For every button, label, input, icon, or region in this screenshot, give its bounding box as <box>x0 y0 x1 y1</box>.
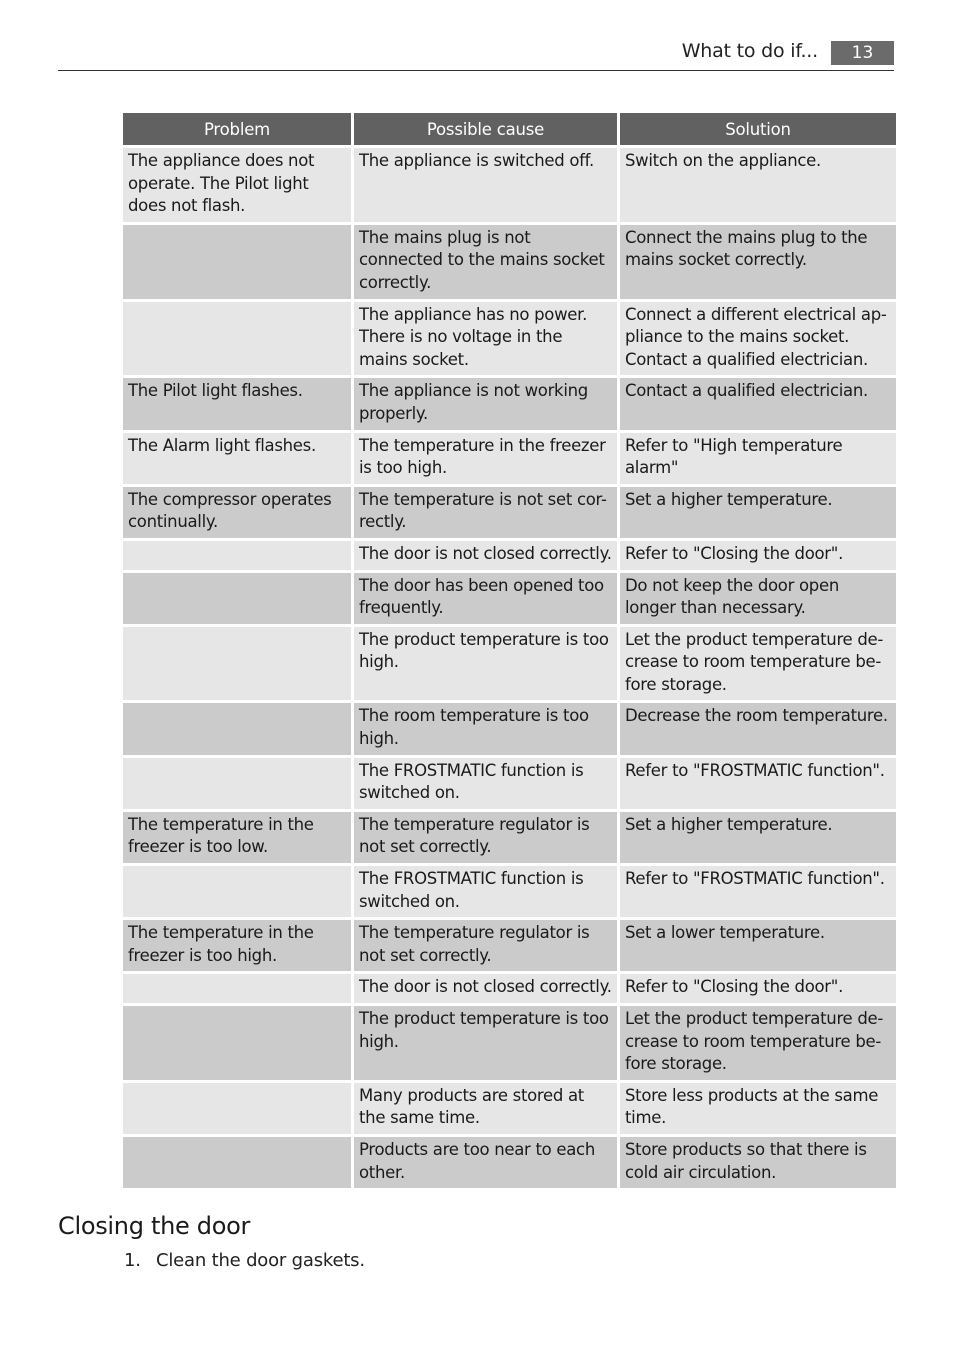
solution-cell: Refer to "High temperature alarm" <box>620 433 896 484</box>
solution-cell: Store less products at the same time. <box>620 1083 896 1134</box>
table-row <box>123 1137 896 1188</box>
solution-cell: Let the product temperature de-crease to room temperature be-fore storage. <box>620 627 896 701</box>
column-header-problem: Problem <box>123 113 351 145</box>
problem-cell <box>123 627 351 701</box>
solution-cell: Refer to "Closing the door". <box>620 541 896 570</box>
solution-cell: Connect a different electrical ap-pliance to the mains socket. Contact a qualified electrician. <box>620 302 896 376</box>
cause-cell: The appliance is switched off. <box>354 148 617 222</box>
problem-cell: The appliance does not operate. The Pilot light does not flash. <box>123 148 351 222</box>
problem-cell: The compressor operates continually. <box>123 487 351 538</box>
solution-cell: Store products so that there is cold air circulation. <box>620 1137 896 1188</box>
table-row <box>123 487 896 538</box>
table-row <box>123 541 896 570</box>
problem-cell: The Alarm light flashes. <box>123 433 351 484</box>
problem-cell <box>123 1137 351 1188</box>
table-row <box>123 225 896 299</box>
cause-cell: The temperature in the freezer is too high. <box>354 433 617 484</box>
step-number: 1. <box>124 1250 141 1271</box>
table-row <box>123 866 896 917</box>
problem-cell <box>123 1006 351 1080</box>
solution-cell: Set a lower temperature. <box>620 920 896 971</box>
solution-cell: Refer to "FROSTMATIC function". <box>620 758 896 809</box>
table-row <box>123 1083 896 1134</box>
header-divider <box>58 70 894 71</box>
solution-cell: Decrease the room temperature. <box>620 703 896 754</box>
solution-cell: Let the product temperature de-crease to room temperature be-fore storage. <box>620 1006 896 1080</box>
step-item <box>124 1250 365 1271</box>
table-row <box>123 920 896 971</box>
step-text: Clean the door gaskets. <box>156 1250 365 1271</box>
cause-cell: The temperature is not set cor-rectly. <box>354 487 617 538</box>
table-row <box>123 974 896 1003</box>
cause-cell: The room temperature is too high. <box>354 703 617 754</box>
section-title: Closing the door <box>58 1212 251 1240</box>
solution-cell: Connect the mains plug to the mains socket correctly. <box>620 225 896 299</box>
table-row <box>123 433 896 484</box>
problem-cell: The temperature in the freezer is too low. <box>123 812 351 863</box>
cause-cell: The appliance is not working properly. <box>354 378 617 429</box>
table-body <box>123 148 896 1188</box>
problem-cell <box>123 866 351 917</box>
problem-cell <box>123 974 351 1003</box>
cause-cell: The mains plug is not connected to the mains socket correctly. <box>354 225 617 299</box>
cause-cell: Many products are stored at the same time. <box>354 1083 617 1134</box>
cause-cell: The door is not closed correctly. <box>354 541 617 570</box>
problem-cell <box>123 573 351 624</box>
table-row <box>123 302 896 376</box>
solution-cell: Do not keep the door open longer than necessary. <box>620 573 896 624</box>
cause-cell: Products are too near to each other. <box>354 1137 617 1188</box>
solution-cell: Set a higher temperature. <box>620 487 896 538</box>
problem-cell: The Pilot light flashes. <box>123 378 351 429</box>
cause-cell: The temperature regulator is not set correctly. <box>354 812 617 863</box>
problem-cell: The temperature in the freezer is too high. <box>123 920 351 971</box>
solution-cell: Refer to "FROSTMATIC function". <box>620 866 896 917</box>
cause-cell: The FROSTMATIC function is switched on. <box>354 758 617 809</box>
table-row <box>123 703 896 754</box>
solution-cell: Set a higher temperature. <box>620 812 896 863</box>
cause-cell: The appliance has no power. There is no voltage in the mains socket. <box>354 302 617 376</box>
problem-cell <box>123 225 351 299</box>
problem-cell <box>123 758 351 809</box>
table-row <box>123 812 896 863</box>
solution-cell: Switch on the appliance. <box>620 148 896 222</box>
problem-cell <box>123 541 351 570</box>
table-header-row <box>123 113 896 145</box>
cause-cell: The door has been opened too frequently. <box>354 573 617 624</box>
cause-cell: The product temperature is too high. <box>354 627 617 701</box>
table-row <box>123 1006 896 1080</box>
header-section-title: What to do if... <box>681 40 818 62</box>
cause-cell: The temperature regulator is not set correctly. <box>354 920 617 971</box>
column-header-cause: Possible cause <box>354 113 617 145</box>
page-number-badge: 13 <box>831 41 894 65</box>
problem-cell <box>123 1083 351 1134</box>
table-row <box>123 758 896 809</box>
cause-cell: The FROSTMATIC function is switched on. <box>354 866 617 917</box>
column-header-solution: Solution <box>620 113 896 145</box>
table-row <box>123 573 896 624</box>
problem-cell <box>123 703 351 754</box>
cause-cell: The door is not closed correctly. <box>354 974 617 1003</box>
table-row <box>123 627 896 701</box>
solution-cell: Refer to "Closing the door". <box>620 974 896 1003</box>
cause-cell: The product temperature is too high. <box>354 1006 617 1080</box>
problem-cell <box>123 302 351 376</box>
troubleshooting-table <box>120 110 899 1191</box>
solution-cell: Contact a qualified electrician. <box>620 378 896 429</box>
table-row <box>123 148 896 222</box>
table-row <box>123 378 896 429</box>
